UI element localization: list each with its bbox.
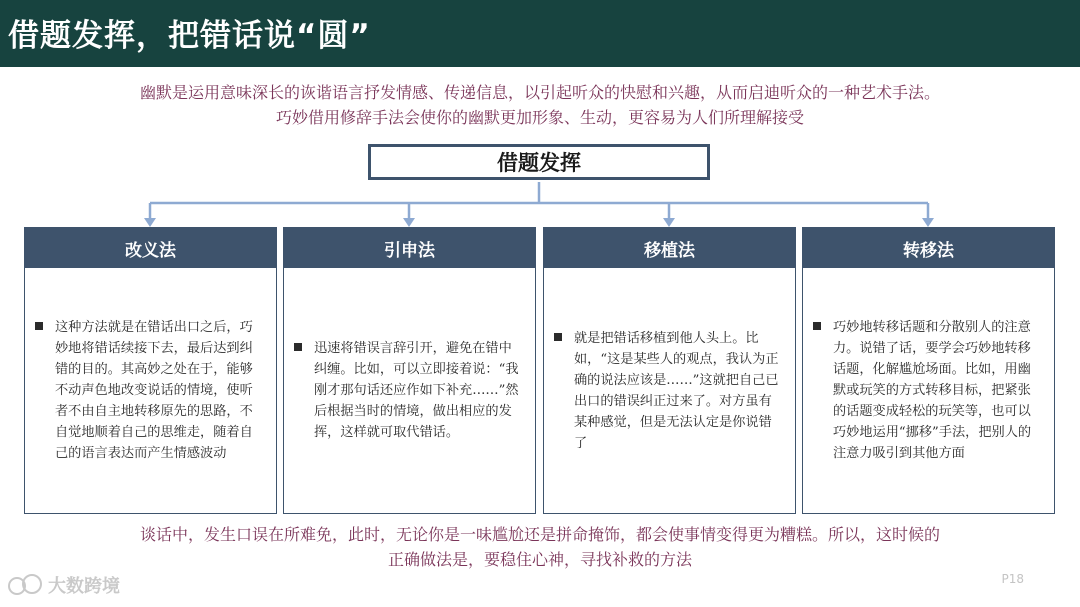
square-bullet-icon: [294, 343, 302, 351]
method-card-zhuanyi: [802, 227, 1055, 514]
arrowhead-1: [144, 218, 156, 227]
square-bullet-icon: [35, 322, 43, 330]
bullet-row: [294, 338, 521, 443]
method-card-title: 引申法: [284, 228, 535, 268]
intro-line-2: 巧妙借用修辞手法会使你的幽默更加形象、生动，更容易为人们所理解接受: [275, 108, 804, 127]
method-card-yizhi: [543, 227, 796, 514]
conclusion-line-1: 谈话中，发生口误在所难免，此时，无论你是一味尴尬还是拼命掩饰，都会使事情变得更为糟糕。所以，这时候的: [139, 525, 940, 544]
conclusion-line-2: 正确做法是，要稳住心神，寻找补救的方法: [387, 550, 692, 569]
method-card-body: [284, 268, 535, 513]
method-card-title: 移植法: [544, 228, 795, 268]
method-card-body: [25, 268, 276, 513]
method-card-yinshen: [283, 227, 536, 514]
arrowhead-3: [663, 218, 675, 227]
bullet-row: [35, 317, 262, 464]
method-card-text: 迅速将错误言辞引开，避免在错中纠缠。比如，可以立即接着说：“我刚才那句话还应作如下补充……”然后根据当时的情境，做出相应的发挥，这样就可取代错话。: [314, 341, 519, 440]
arrowhead-2: [403, 218, 415, 227]
central-topic-box: [368, 144, 710, 180]
intro-line-1: 幽默是运用意味深长的诙谐语言抒发情感、传递信息，以引起听众的快慰和兴趣，从而启迪听众的一种艺术手法。: [139, 83, 940, 102]
method-card-body: [544, 268, 795, 513]
method-card-gaiyi: [24, 227, 277, 514]
watermark-text: 大数跨境: [48, 576, 120, 597]
method-card-title: 转移法: [803, 228, 1054, 268]
bullet-row: [554, 328, 781, 454]
conclusion-paragraph: [20, 522, 1060, 572]
method-card-text: 巧妙地转移话题和分散别人的注意力。说错了话，要学会巧妙地转移话题，化解尴尬场面。比如，用幽默或玩笑的方式转移目标，把紧张的话题变成轻松的玩笑等，也可以巧妙地运用“挪移”手法，把别人的注意力吸引到其他方面: [833, 320, 1032, 461]
page-number: P18: [1001, 572, 1024, 586]
brand-logo-icon: [8, 574, 42, 596]
method-card-body: [803, 268, 1054, 513]
page-title: 借题发挥，把错话说“圆”: [8, 18, 371, 54]
bullet-row: [813, 317, 1040, 464]
watermark: [8, 572, 120, 598]
method-card-text: 就是把错话移植到他人头上。比如，“这是某些人的观点，我认为正确的说法应该是……”这就把自己已出口的错误纠正过来了。对方虽有某种感觉，但是无法认定是你说错了: [574, 330, 779, 451]
method-card-title: 改义法: [25, 228, 276, 268]
square-bullet-icon: [813, 322, 821, 330]
method-card-text: 这种方法就是在错话出口之后，巧妙地将错话续接下去，最后达到纠错的目的。其高妙之处在于，能够不动声色地改变说话的情境，使听者不由自主地转移原先的思路，不自觉地顺着自己的思维走，随着自己的语言表达而产生情感波动: [55, 320, 253, 461]
central-topic-label: 借题发挥: [497, 151, 581, 175]
square-bullet-icon: [554, 333, 562, 341]
arrowhead-4: [922, 218, 934, 227]
